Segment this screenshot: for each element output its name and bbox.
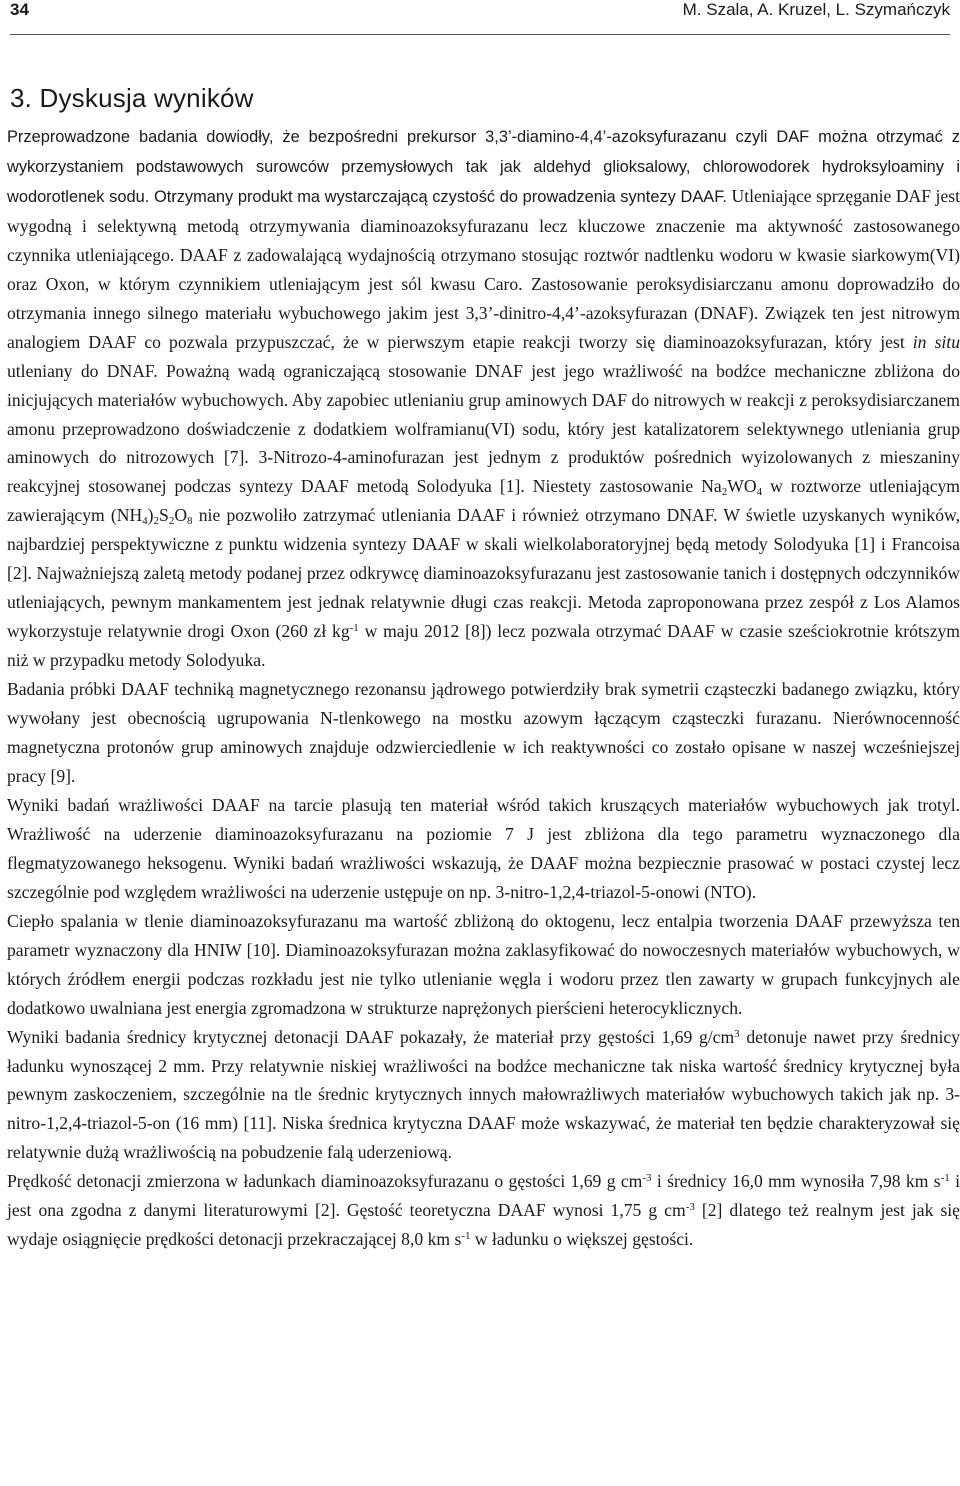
page-number: 34 bbox=[10, 0, 29, 19]
paragraph-detonation-velocity bbox=[7, 1167, 960, 1254]
superscript: -1 bbox=[940, 1172, 950, 1185]
superscript: -3 bbox=[642, 1172, 652, 1185]
superscript: -3 bbox=[685, 1201, 695, 1214]
article-body bbox=[7, 122, 960, 1254]
text-span: w ładunku o większej gęstości. bbox=[470, 1229, 694, 1250]
paragraph-nmr: Badania próbki DAAF techniką magnetycznego rezonansu jądrowego potwierdziły brak symetrii cząsteczki badanego związku, który wywołany jest obecnością ugrupowania N-tlenkowego na mostku azowym łączącym cząsteczki furazanu. Nierównocenność magnetyczna protonów grup aminowych znajduje odzwierciedlenie w ich reaktywności co zostało opisane w naszej wcześniejszej pracy [9]. bbox=[7, 679, 960, 786]
subscript: 4 bbox=[756, 486, 763, 499]
paragraph-sensitivity: Wyniki badań wrażliwości DAAF na tarcie plasują ten materiał wśród takich kruszących materiałów wybuchowych jak trotyl. Wrażliwość na uderzenie diaminoazoksyfurazanu na poziomie 7 J jest zbliżona dla tego parametru wyznaczonego dla flegmatyzowanego heksogenu. Wyniki badań wrażliwości wskazują, że DAAF można bezpiecznie prasować w postaci czystej lecz szczególnie pod względem wrażliwości na uderzenie ustępuje on np. 3-nitro-1,2,4-triazol-5-onowi (NTO). bbox=[7, 794, 960, 902]
italic-term: in situ bbox=[912, 331, 960, 352]
paragraph-critical-diameter bbox=[7, 1023, 960, 1168]
text-span: Utleniające sprzęganie DAF jest wygodną i selektywną metodą otrzymywania diaminoazoksyfurazanu lecz kluczowe znaczenie ma aktywność zastosowanego czynnika utleniającego. DAAF z zadowalającą wydajnością otrzymano stosując roztwór nadtlenku wodoru w kwasie siarkowym(VI) oraz Oxon, w którym czynnikiem utleniającym jest sól kwasu Caro. bbox=[7, 185, 960, 294]
subscript: 4 bbox=[142, 515, 148, 528]
text-span: Wyniki badania średnicy krytycznej detonacji DAAF pokazały, że materiał przy gęstości 1,69 g/cm bbox=[7, 1026, 735, 1047]
subscript: 2 bbox=[168, 515, 175, 528]
subscript: 2 bbox=[153, 515, 160, 528]
text-span: S bbox=[159, 505, 169, 526]
running-head-authors: M. Szala, A. Kruzel, L. Szymańczyk bbox=[682, 0, 950, 19]
superscript: 3 bbox=[734, 1027, 740, 1040]
section-title: 3. Dyskusja wyników bbox=[10, 83, 254, 113]
subscript: 2 bbox=[721, 486, 728, 499]
text-span: detonuje nawet przy średnicy ładunku wynoszącej 2 mm. Przy relatywnie niskiej wrażliwości na bodźce mechaniczne tak niska wartość średnicy krytycznej była pewnym zaskoczeniem, szczególnie na tle średnic krytycznych innych małowrażliwych materiałów wybuchowych takich jak np. 3-nitro-1,2,4-triazol-5-on (16 mm) [11]. Niska średnica krytyczna DAAF może wskazywać, że materiał ten będzie charakteryzował się relatywnie dużą wrażliwością na pobudzenie falą uderzeniową. bbox=[7, 1026, 960, 1163]
text-span: [2] dlatego też realnym jest jak się wydaje osiągnięcie prędkości detonacji przekraczającej 8,0 km s bbox=[7, 1200, 960, 1250]
subscript: 8 bbox=[187, 515, 193, 528]
superscript: -1 bbox=[461, 1230, 471, 1243]
text-span: utleniany do DNAF. Poważną wadą ograniczającą stosowanie DNAF jest jego wrażliwość na bodźce mechaniczne zbliżona do inicjujących materiałów wybuchowych. Aby zapobiec utlenianiu grup aminowych DAF do nitrowych w reakcji z peroksydisiarczanem amonu przeprowadzono doświadczenie z dodatkiem wolframianu(VI) sodu, który jest katalizatorem selektywnego utleniania grup aminowych do nitrozowych [7]. 3-Nitrozo-4-aminofurazan jest jednym z produktów pośrednich wyizolowanych z mieszaniny reakcyjnej stosowanej podczas syntezy DAAF metodą Solodyuka [1]. Niestety zastosowanie Na bbox=[7, 360, 960, 497]
paragraph-combustion-heat: Ciepło spalania w tlenie diaminoazoksyfurazanu ma wartość zbliżoną do oktogenu, lecz entalpia tworzenia DAAF przewyższa ten parametr wyznaczony dla HNIW [10]. Diaminoazoksyfurazan można zaklasyfikować do nowoczesnych materiałów wybuchowych, w których źródłem energii podczas rozkładu jest nie tylko utlenianie węgla i wodoru przez tlen zawarty w grupach funkcyjnych ale dodatkowo uwalniana jest energia zgromadzona w strukturze naprężonych pierścieni heterocyklicznych. bbox=[7, 910, 960, 1018]
text-span: WO bbox=[727, 476, 757, 497]
text-span: w maju 2012 [8]) lecz pozwala otrzymać DAAF w czasie sześciokrotnie krótszym niż w przypadku metody Solodyuka. bbox=[7, 621, 960, 671]
text-span: Przeprowadzone badania dowiodły, że bezpośredni prekursor 3,3’-diamino-4,4’-azoksyfurazanu czyli DAF można otrzymać z wykorzystaniem podstawowych surowców przemysłowych tak jak aldehyd glioksalowy, chlorowodorek hydroksyloaminy i wodorotlenek sodu. Otrzymany produkt ma wystarczającą czystość do prowadzenia syntezy DAAF. bbox=[7, 128, 960, 206]
paragraph-discussion-synthesis bbox=[7, 122, 960, 675]
text-span: O bbox=[174, 505, 188, 526]
superscript: -1 bbox=[349, 622, 359, 635]
text-span: w roztworze utleniającym zawierającym (NH bbox=[7, 476, 960, 526]
text-span: nie pozwoliło zatrzymać utleniania DAAF i również otrzymano DNAF. W świetle uzyskanych wyników, najbardziej perspektywiczne z punktu widzenia syntezy DAAF w skali wielkolaboratoryjnej będą metody Solodyuka [1] i Francoisa [2]. Najważniejszą zaletą metody podanej przez odkrywcę diaminoazoksyfurazanu jest zastosowanie tanich i dostępnych odczynników utleniających, pewnym mankamentem jest jednak relatywnie długi czas reakcji. Metoda zaproponowana przez zespół z Los Alamos wykorzystuje relatywnie drogi Oxon (260 zł kg bbox=[7, 505, 960, 642]
text-span: ) bbox=[147, 505, 154, 526]
text-span: i średnicy 16,0 mm wynosiła 7,98 km s bbox=[651, 1171, 941, 1192]
text-span: i jest ona zgodna z danymi literaturowymi [2]. Gęstość teoretyczna DAAF wynosi 1,75 g cm bbox=[7, 1171, 960, 1221]
page-header bbox=[10, 0, 950, 35]
text-span: Prędkość detonacji zmierzona w ładunkach diaminoazoksyfurazanu o gęstości 1,69 g cm bbox=[7, 1171, 643, 1192]
text-span: Zastosowanie peroksydisiarczanu amonu doprowadziło do otrzymania innego silnego materiału wybuchowego jakim jest 3,3’-dinitro-4,4’-azoksyfurazan (DNAF). Związek ten jest nitrowym analogiem DAAF co pozwala przypuszczać, że w pierwszym etapie reakcji tworzy się diaminoazoksyfurazan, który jest bbox=[7, 273, 960, 352]
